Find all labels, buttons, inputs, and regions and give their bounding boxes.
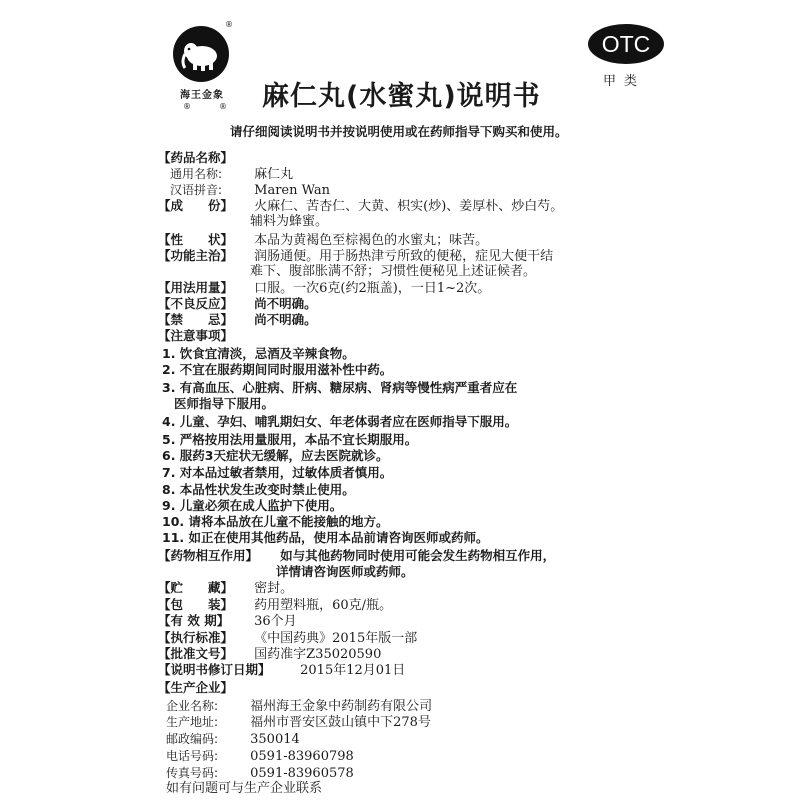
- otc-badge: OTC: [588, 24, 664, 64]
- contraindication-value: 尚不明确。: [254, 312, 317, 327]
- precaution-item: 3. 有高血压、心脏病、肝病、糖尿病、肾病等慢性病严重者应在: [162, 380, 518, 395]
- company-name-row: [166, 698, 432, 715]
- registered-mark: ®: [183, 102, 191, 111]
- adverse-label: 【不良反应】: [158, 296, 234, 311]
- validity-row: [158, 613, 297, 630]
- storage-value: 密封。: [254, 581, 294, 596]
- dosage-row: [158, 280, 490, 297]
- revision-value: 2015年12月01日: [300, 663, 406, 678]
- standard-value: 《中国药典》2015年版一部: [254, 631, 418, 646]
- validity-value: 36个月: [254, 614, 297, 629]
- precaution-item: 5. 严格按用法用量服用，本品不宜长期服用。: [162, 432, 418, 447]
- validity-label: 【有 效 期】: [158, 613, 230, 628]
- indication-value: 润肠通便。用于肠热津亏所致的便秘，症见大便干结: [254, 249, 554, 264]
- pinyin-label: 汉语拼音:: [170, 183, 223, 197]
- indication-label: 【功能主治】: [158, 248, 234, 263]
- phone-label: 电话号码:: [166, 749, 219, 763]
- postcode-row: [166, 731, 300, 748]
- registered-mark: ®: [225, 20, 233, 29]
- interaction-value: 如与其他药物同时使用可能会发生药物相互作用，: [280, 548, 556, 563]
- precaution-item: 4. 儿童、孕妇、哺乳期妇女、年老体弱者应在医师指导下服用。: [162, 414, 518, 429]
- precaution-item-cont: 医师指导下服用。: [174, 396, 275, 411]
- composition-value: 火麻仁、苦杏仁、大黄、枳实(炒)、姜厚朴、炒白芍。: [254, 199, 564, 214]
- revision-label: 【说明书修订日期】: [158, 662, 271, 677]
- otc-class-label: 甲类: [603, 74, 646, 89]
- pinyin-value: Maren Wan: [254, 183, 330, 198]
- contraindication-label: 【禁 忌】: [158, 312, 234, 327]
- company-name-value: 福州海王金象中药制药有限公司: [250, 699, 433, 714]
- brand-name: 海王金象: [180, 90, 224, 101]
- precautions-heading: 【注意事项】: [158, 328, 234, 343]
- dosage-label: 【用法用量】: [158, 280, 234, 295]
- precaution-item: 8. 本品性状发生改变时禁止使用。: [162, 482, 355, 497]
- fax-value: 0591-83960578: [250, 766, 354, 781]
- approval-value: 国药准字Z35020590: [254, 647, 382, 662]
- registered-mark: ®: [219, 102, 227, 111]
- address-label: 生产地址:: [166, 715, 219, 729]
- interaction-value-cont: 详情请咨询医师或药师。: [276, 564, 414, 579]
- manufacturer-heading: 【生产企业】: [158, 680, 234, 695]
- contact-note: 如有问题可与生产企业联系: [166, 781, 323, 796]
- elephant-logo-icon: [171, 24, 231, 84]
- fax-label: 传真号码:: [166, 766, 219, 780]
- standard-label: 【执行标准】: [158, 630, 234, 645]
- indication-row: [158, 248, 553, 265]
- interaction-row: [158, 548, 555, 565]
- brand-logo: [163, 20, 245, 111]
- package-row: [158, 597, 392, 614]
- dosage-value: 口服。一次6克(约2瓶盖)，一日1~2次。: [254, 281, 491, 296]
- precaution-item: 6. 服药3天症状无缓解，应去医院就诊。: [162, 448, 389, 463]
- storage-label: 【贮 藏】: [158, 580, 234, 595]
- generic-name-value: 麻仁丸: [254, 167, 294, 182]
- precaution-item: 2. 不宜在服药期间同时服用滋补性中药。: [162, 362, 393, 377]
- indication-value-cont: 难下、腹部胀满不舒；习惯性便秘见上述证候者。: [250, 264, 537, 279]
- standard-row: [158, 630, 417, 647]
- precaution-item: 10. 请将本品放在儿童不能接触的地方。: [162, 514, 389, 529]
- precaution-item: 7. 对本品过敏者禁用，过敏体质者慎用。: [162, 465, 393, 480]
- precaution-item: 11. 如正在使用其他药品，使用本品前请咨询医师或药师。: [162, 530, 489, 545]
- approval-row: [158, 646, 381, 663]
- package-label: 【包 装】: [158, 597, 234, 612]
- composition-label: 【成 份】: [158, 198, 234, 213]
- revision-row: [158, 662, 405, 679]
- adverse-value: 尚不明确。: [254, 296, 317, 311]
- character-row: [158, 232, 488, 249]
- page-title: 麻仁丸(水蜜丸)说明书: [262, 81, 541, 112]
- phone-row: [166, 748, 354, 765]
- precaution-item: 1. 饮食宜清淡，忌酒及辛辣食物。: [162, 346, 355, 361]
- postcode-value: 350014: [250, 732, 300, 747]
- precaution-item: 9. 儿童必须在成人监护下使用。: [162, 498, 343, 513]
- address-row: [166, 714, 431, 731]
- generic-name-label: 通用名称:: [170, 167, 223, 181]
- character-value: 本品为黄褐色至棕褐色的水蜜丸；味苦。: [254, 233, 489, 248]
- interaction-label: 【药物相互作用】: [158, 548, 259, 563]
- character-label: 【性 状】: [158, 232, 234, 247]
- storage-row: [158, 580, 293, 597]
- approval-label: 【批准文号】: [158, 646, 234, 661]
- phone-value: 0591-83960798: [250, 749, 354, 764]
- postcode-label: 邮政编码:: [166, 732, 219, 746]
- company-name-label: 企业名称:: [166, 699, 219, 713]
- contraindication-row: [158, 312, 317, 329]
- composition-row: [158, 198, 563, 215]
- package-value: 药用塑料瓶，60克/瓶。: [254, 598, 393, 613]
- usage-notice: 请仔细阅读说明书并按说明使用或在药师指导下购买和使用。: [230, 124, 568, 139]
- pinyin-row: [170, 182, 330, 199]
- composition-excipient: 辅料为蜂蜜。: [250, 214, 329, 229]
- fax-row: [166, 765, 354, 782]
- adverse-row: [158, 296, 317, 313]
- drug-name-heading: 【药品名称】: [158, 150, 234, 165]
- address-value: 福州市晋安区鼓山镇中下278号: [250, 715, 431, 730]
- generic-name-row: [170, 166, 293, 183]
